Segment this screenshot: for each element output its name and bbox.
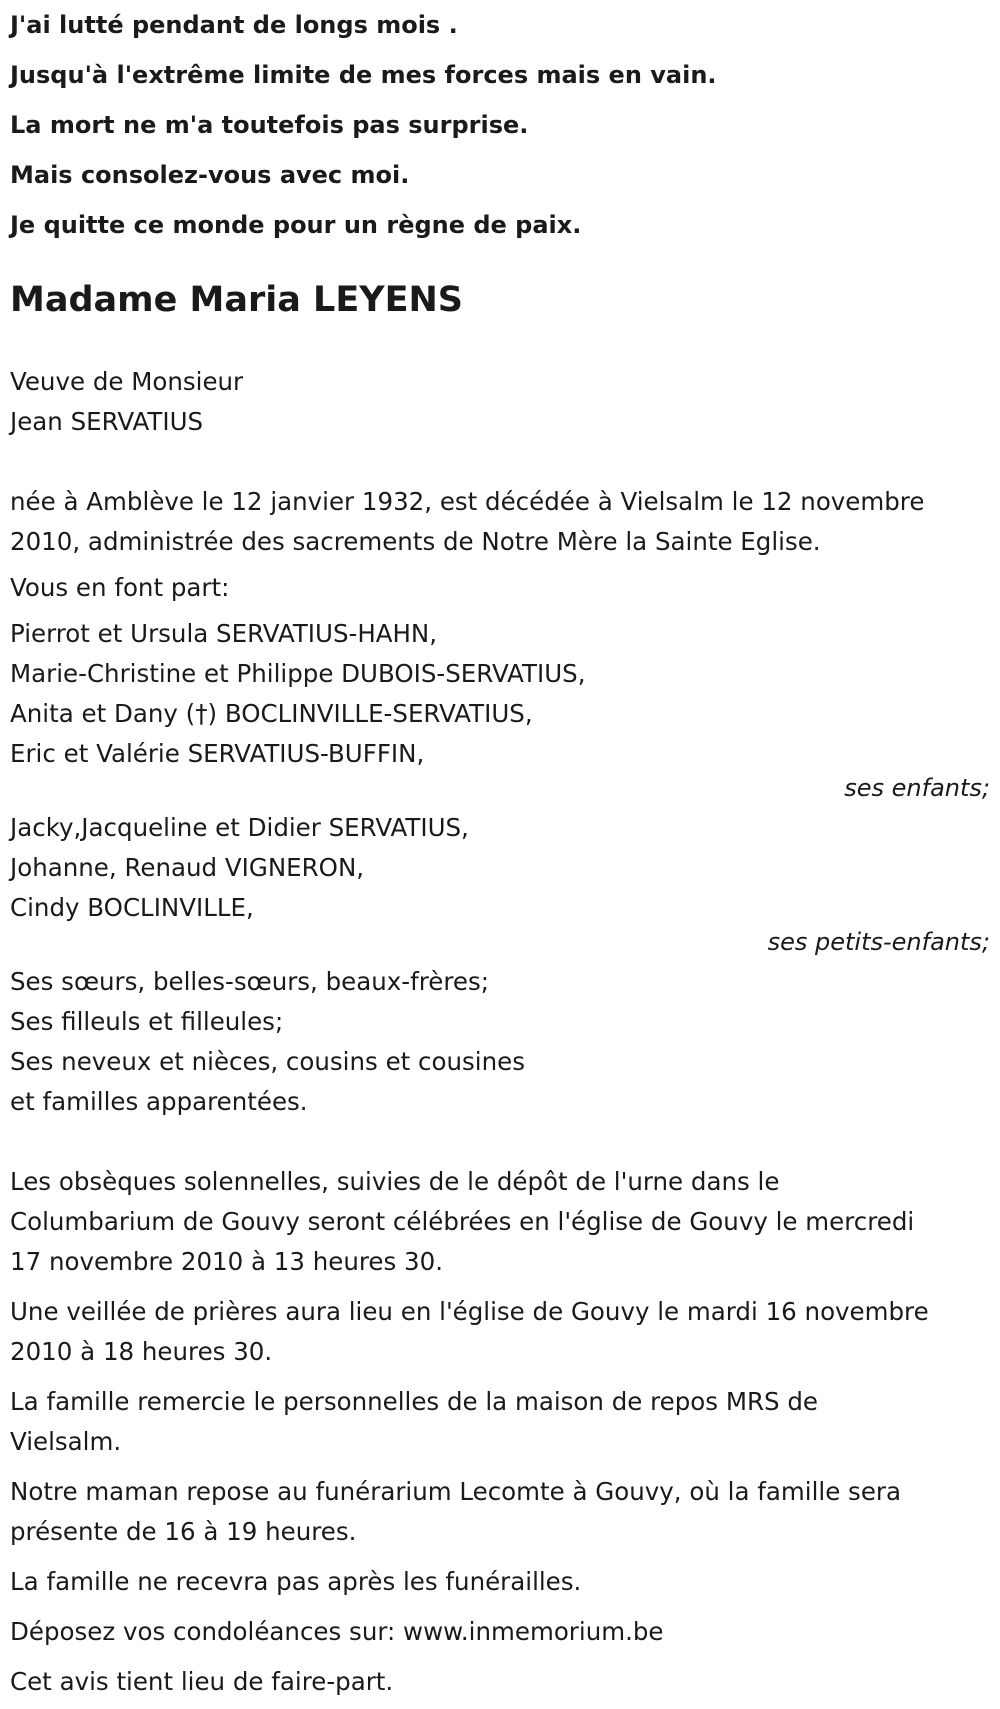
child-entry: Eric et Valérie SERVATIUS-BUFFIN, — [10, 739, 425, 768]
poem — [10, 0, 990, 250]
grandchild-entry: Cindy BOCLINVILLE, — [10, 893, 254, 922]
funeral-paragraph — [10, 1162, 990, 1282]
birth-death-paragraph — [10, 482, 990, 562]
grandchildren-list — [10, 808, 990, 956]
text-line: La famille remercie le personnelles de la maison de repos MRS de — [10, 1387, 818, 1416]
thanks-paragraph — [10, 1382, 990, 1462]
poem-line: Mais consolez-vous avec moi. — [10, 161, 410, 189]
no-reception — [10, 1562, 990, 1602]
text-line: Notre maman repose au funérarium Lecomte à Gouvy, où la famille sera — [10, 1477, 901, 1506]
child-entry: Pierrot et Ursula SERVATIUS-HAHN, — [10, 619, 438, 648]
text-line: Une veillée de prières aura lieu en l'église de Gouvy le mardi 16 novembre — [10, 1297, 929, 1326]
grandchild-entry: Johanne, Renaud VIGNERON, — [10, 853, 365, 882]
text-line: Ses sœurs, belles-sœurs, beaux-frères; — [10, 967, 489, 996]
poem-line: La mort ne m'a toutefois pas surprise. — [10, 111, 529, 139]
grandchild-entry: Jacky,Jacqueline et Didier SERVATIUS, — [10, 813, 469, 842]
text-line: Déposez vos condoléances sur: www.inmemorium.be — [10, 1617, 664, 1646]
text-line: Vous en font part: — [10, 573, 230, 602]
text-line: Veuve de Monsieur — [10, 367, 244, 396]
text-line: Ses neveux et nièces, cousins et cousines — [10, 1047, 525, 1076]
text-line: Jean SERVATIUS — [10, 407, 204, 436]
closing-note — [10, 1662, 990, 1702]
text-line: et familles apparentées. — [10, 1087, 308, 1116]
text-line: Ses filleuls et filleules; — [10, 1007, 284, 1036]
deceased-name: Madame Maria LEYENS — [10, 280, 463, 320]
grandchildren-role: ses petits-enfants; — [767, 928, 990, 956]
death-notice — [10, 0, 990, 1702]
child-entry: Anita et Dany (†) BOCLINVILLE-SERVATIUS, — [10, 699, 533, 728]
text-line: Columbarium de Gouvy seront célébrées en l'église de Gouvy le mercredi — [10, 1207, 915, 1236]
widow-of — [10, 362, 990, 442]
text-line: née à Amblève le 12 janvier 1932, est décédée à Vielsalm le 12 novembre — [10, 487, 925, 516]
text-line: 2010, administrée des sacrements de Notre Mère la Sainte Eglise. — [10, 527, 821, 556]
text-line: 2010 à 18 heures 30. — [10, 1337, 273, 1366]
poem-line: Jusqu'à l'extrême limite de mes forces mais en vain. — [10, 61, 717, 89]
text-line: Vielsalm. — [10, 1427, 122, 1456]
text-line: 17 novembre 2010 à 13 heures 30. — [10, 1247, 444, 1276]
text-line: La famille ne recevra pas après les funérailles. — [10, 1567, 582, 1596]
poem-line: J'ai lutté pendant de longs mois . — [10, 11, 458, 39]
text-line: Les obsèques solennelles, suivies de le dépôt de l'urne dans le — [10, 1167, 780, 1196]
poem-line: Je quitte ce monde pour un règne de paix. — [10, 211, 582, 239]
text-line: présente de 16 à 19 heures. — [10, 1517, 357, 1546]
condolences — [10, 1612, 990, 1652]
children-role: ses enfants; — [844, 774, 990, 802]
text-line: Cet avis tient lieu de faire-part. — [10, 1667, 394, 1696]
funerarium-paragraph — [10, 1472, 990, 1552]
other-family — [10, 962, 990, 1122]
announce-intro — [10, 568, 990, 608]
child-entry: Marie-Christine et Philippe DUBOIS-SERVATIUS, — [10, 659, 586, 688]
vigil-paragraph — [10, 1292, 990, 1372]
children-list — [10, 614, 990, 802]
